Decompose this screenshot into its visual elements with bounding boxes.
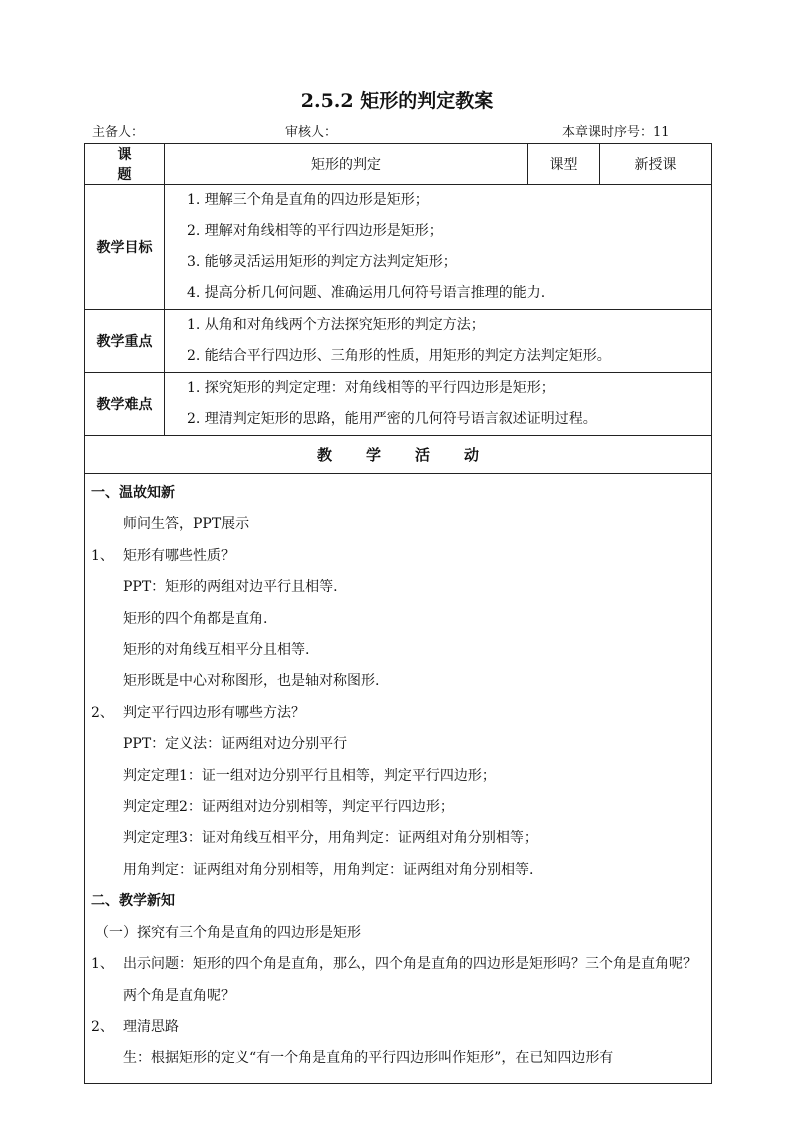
key-point-item: 2. 能结合平行四边形、三角形的性质，用矩形的判定方法判定矩形。 <box>187 348 611 364</box>
goal-item: 1. 理解三个角是直角的四边形是矩形； <box>187 192 429 208</box>
difficulties-row <box>85 373 712 436</box>
key-points-row <box>85 310 712 373</box>
key-points-label: 教学重点 <box>85 310 165 373</box>
subsection-heading: （一）探究有三个角是直角的四边形是矩形 <box>95 924 361 941</box>
topic-value: 矩形的判定 <box>165 144 528 185</box>
problem-number: 1、 <box>91 956 114 973</box>
key-points-list <box>165 310 712 373</box>
type-value: 新授课 <box>600 144 712 185</box>
question-number: 1、 <box>91 547 114 564</box>
paragraph: 判定定理3：证对角线互相平分，用角判定：证两组对角分别相等； <box>123 830 538 847</box>
difficulty-item: 1. 探究矩形的判定定理：对角线相等的平行四边形是矩形； <box>187 380 555 396</box>
question-number: 2、 <box>91 704 114 721</box>
problem-text: 出示问题：矩形的四个角是直角，那么，四个角是直角的四边形是矩形吗？三个角是直角呢？两个角是直角呢？ <box>123 956 697 1004</box>
author-label: 主备人： <box>92 125 145 140</box>
document-title: 2.5.2 矩形的判定教案 <box>300 90 494 112</box>
problem-2 <box>91 1012 705 1043</box>
type-label: 课型 <box>528 144 600 185</box>
goal-item: 3. 能够灵活运用矩形的判定方法判定矩形； <box>187 254 457 270</box>
paragraph: 生：根据矩形的定义“有一个角是直角的平行四边形叫作矩形”，在已知四边形有 <box>123 1050 614 1067</box>
activity-body <box>85 474 712 1084</box>
goal-item: 4. 提高分析几何问题、准确运用几何符号语言推理的能力. <box>187 285 546 301</box>
activity-body-row <box>85 474 712 1084</box>
paragraph: 矩形既是中心对称图形，也是轴对称图形. <box>123 673 380 690</box>
goals-row <box>85 185 712 310</box>
lesson-number: 本章课时序号：11 <box>562 125 670 140</box>
paragraph: 用角判定：证两组对角分别相等，用角判定：证两组对角分别相等. <box>123 861 534 878</box>
paragraph: PPT：定义法：证两组对边分别平行 <box>123 736 348 753</box>
difficulties-list <box>165 373 712 436</box>
problem-number: 2、 <box>91 1018 114 1035</box>
difficulty-item: 2. 理清判定矩形的思路，能用严密的几何符号语言叙述证明过程。 <box>187 411 597 427</box>
header-row <box>85 144 712 185</box>
paragraph: 矩形的四个角都是直角. <box>123 610 268 627</box>
section-heading: 一、温故知新 <box>91 485 175 501</box>
activity-title: 教学活动 <box>85 436 712 474</box>
problem-1 <box>91 949 705 1012</box>
reviewer-label: 审核人： <box>285 125 338 140</box>
section-heading: 二、教学新知 <box>91 893 175 910</box>
goals-label: 教学目标 <box>85 185 165 310</box>
problem-text: 理清思路 <box>123 1018 179 1035</box>
paragraph: 师问生答，PPT展示 <box>123 516 250 533</box>
topic-label: 课题 <box>85 144 165 185</box>
lesson-plan-table <box>84 143 712 1084</box>
question-1 <box>91 541 705 572</box>
paragraph: 判定定理1：证一组对边分别平行且相等，判定平行四边形； <box>123 767 496 784</box>
question-text: 矩形有哪些性质？ <box>123 547 235 564</box>
key-point-item: 1. 从角和对角线两个方法探究矩形的判定方法； <box>187 317 485 333</box>
activity-title-row <box>85 436 712 474</box>
question-text: 判定平行四边形有哪些方法？ <box>123 704 305 721</box>
paragraph: 判定定理2：证两组对边分别相等，判定平行四边形； <box>123 799 454 816</box>
question-2 <box>91 698 705 729</box>
paragraph: 矩形的对角线互相平分且相等. <box>123 642 310 659</box>
difficulties-label: 教学难点 <box>85 373 165 436</box>
goal-item: 2. 理解对角线相等的平行四边形是矩形； <box>187 223 443 239</box>
paragraph: PPT：矩形的两组对边平行且相等. <box>123 579 338 596</box>
goals-list <box>165 185 712 310</box>
